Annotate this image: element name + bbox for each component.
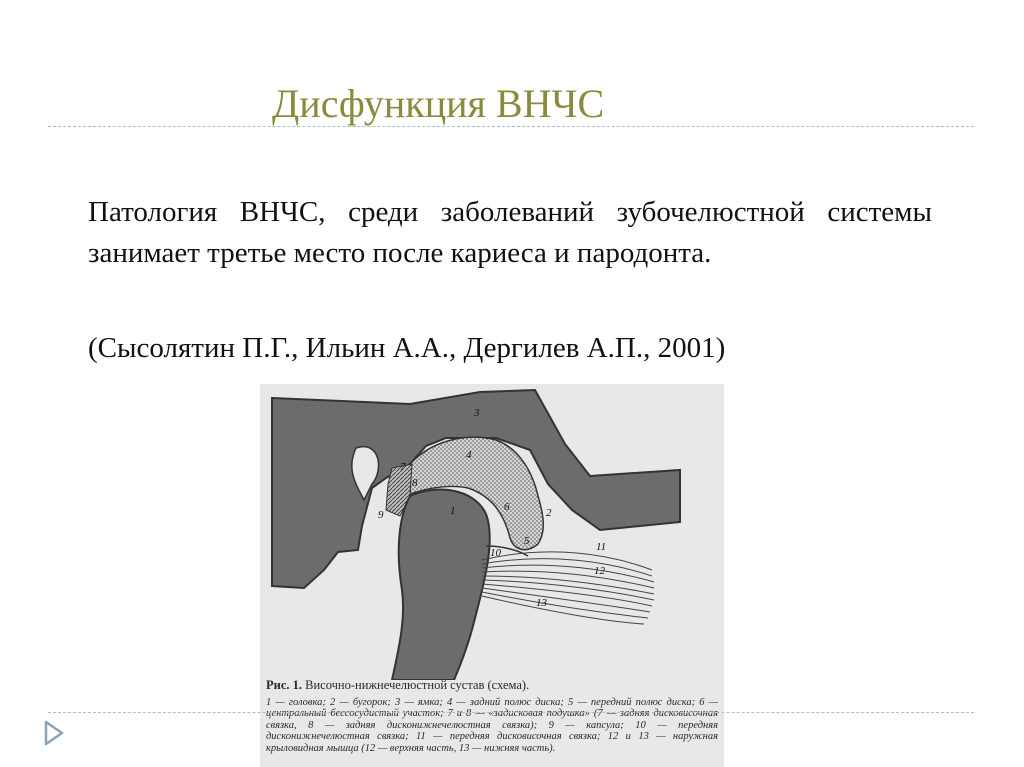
figure-caption-title: Височно-нижнечелюстной сустав (схема).: [302, 678, 530, 692]
fig-label-2: 2: [546, 507, 552, 519]
fig-label-8: 8: [412, 477, 418, 489]
slide-citation: (Сысолятин П.Г., Ильин А.А., Дергилев А.П., 2001): [88, 332, 726, 364]
fig-label-7: 7: [400, 461, 406, 473]
fig-label-9: 9: [378, 509, 384, 521]
fig-label-6: 6: [504, 501, 510, 513]
footer-divider: [48, 712, 974, 713]
fig-label-1: 1: [450, 505, 456, 517]
triangle-right-icon[interactable]: [38, 718, 68, 748]
mandible-condyle: [392, 490, 490, 680]
fig-label-3: 3: [474, 407, 480, 419]
slide-body-text: Патология ВНЧС, среди заболеваний зубочелюстной системы занимает третье место после кариеса и пародонта.: [88, 196, 932, 269]
fig-label-5: 5: [524, 535, 530, 547]
fig-label-11: 11: [596, 541, 607, 553]
tmj-diagram: [260, 384, 724, 680]
fig-label-13: 13: [536, 597, 547, 609]
fig-label-12: 12: [594, 565, 605, 577]
fig-label-10: 10: [490, 547, 501, 559]
slide-title: Дисфункция ВНЧС: [272, 81, 605, 126]
fig-label-4: 4: [466, 449, 472, 461]
pterygoid-muscle: [482, 552, 654, 624]
figure-caption-label: Рис. 1.: [266, 678, 303, 692]
figure-caption-legend: 1 — головка; 2 — бугорок; 3 — ямка; 4 — задний полюс диска; 5 — передний полюс диска; 6 — центральный бессосудистый участок; 7 и 8 — «задисковая подушка» (7 — задняя дисковисочная связка, 8 — задняя дисконижнечелюстная связка); 9 — капсула; 10 — передняя дисконижнечелюстная связка; 11 — передняя дисковисочная связка; 12 и 13 — наружная крыловидная мышца (12 — верхняя часть, 13 — нижняя часть).: [266, 696, 718, 754]
figure-caption: [266, 680, 718, 754]
tmj-figure: [260, 384, 724, 767]
